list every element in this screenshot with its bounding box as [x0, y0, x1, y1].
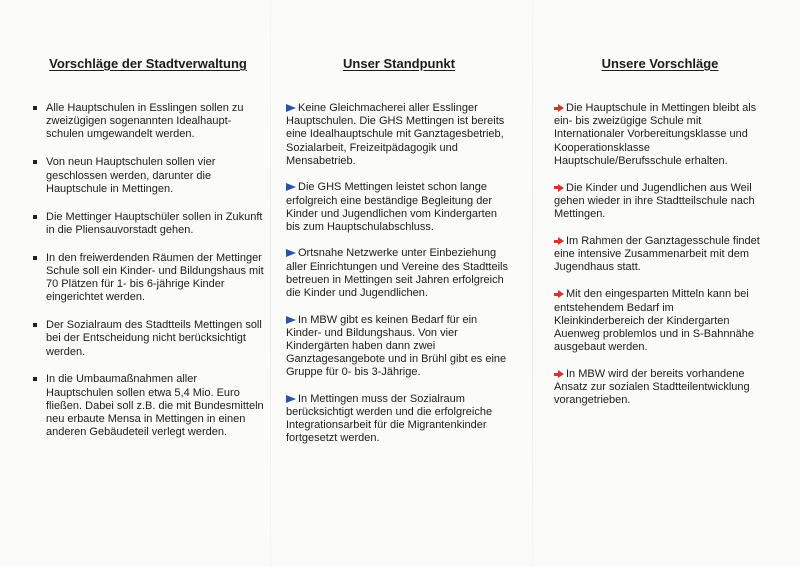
column-heading: Vorschläge der Stadtverwaltung	[49, 56, 247, 71]
item-text: Die GHS Mettingen leistet schon lange erfolgreich eine beständige Begleitung der Kinder und Jugendlichen vom Kindergarten bis zum Hauptschulabschluss.	[286, 181, 497, 233]
list-item	[286, 247, 512, 300]
blue-arrow-icon	[286, 183, 296, 191]
item-text: In Mettingen muss der Sozialraum berücksichtigt werden und die erfolgreiche Integrationsarbeit für die Migrantenkinder fortgesetzt werden.	[286, 392, 493, 445]
item-text: Im Rahmen der Ganztagesschule findet eine intensive Zusammenarbeit mit dem Jugendhaus statt.	[554, 235, 760, 274]
item-text: In MBW wird der bereits vorhandene Ansatz zur sozialen Stadtteilentwicklung vorangetrieben.	[554, 368, 750, 407]
item-text: Die Mettinger Hauptschüler sollen in Zukunft in die Pliensauvorstadt gehen.	[46, 210, 263, 236]
red-arrow-icon	[554, 370, 564, 378]
list-item	[30, 211, 266, 237]
list-item	[30, 156, 266, 196]
fold-line-right	[532, 0, 533, 567]
item-text: Mit den eingesparten Mitteln kann bei entstehendem Bedarf im Kleinkinderbereich der Kindergarten Auenweg problemlos und in S-Bahnnähe ausgebaut werden.	[554, 288, 754, 354]
column-heading: Unser Standpunkt	[343, 56, 455, 71]
square-bullet-icon	[33, 377, 37, 381]
list-item	[554, 182, 766, 222]
red-arrow-icon	[554, 104, 564, 112]
list-item	[30, 252, 266, 305]
item-text: Ortsnahe Netzwerke unter Einbeziehung aller Einrichtungen und Vereine des Stadtteils betreuen in Mettingen seit Jahren erfolgreich die Kinder und Jugendlichen.	[286, 247, 508, 300]
fold-line-left	[270, 0, 271, 567]
blue-arrow-icon	[286, 395, 296, 403]
item-text: Von neun Hauptschulen sollen vier geschlossen werden, darunter die Hauptschule in Mettingen.	[46, 156, 216, 195]
list-item	[286, 393, 512, 446]
item-text: Die Hauptschule in Mettingen bleibt als ein- bis zweizügige Schule mit Internationaler Vorbereitungsklasse und Kooperationsklasse Hauptschule/Berufsschule erhalten.	[554, 102, 757, 167]
item-text: In den freiwerdenden Räumen der Mettinger Schule soll ein Kinder- und Bildungshaus mit 70 Plätzen für 1- bis 6-jährige Kinder eingerichtet werden.	[46, 251, 264, 304]
column-vorschlaege	[554, 56, 766, 421]
column-standpunkt	[286, 56, 512, 459]
column-stadtverwaltung	[30, 56, 266, 454]
square-bullet-icon	[33, 323, 37, 327]
item-text: In MBW gibt es keinen Bedarf für ein Kinder- und Bildungshaus. Von vier Kindergärten haben dann zwei Ganztagesangebote und in Brühl gibt es eine Gruppe für 0- bis 3-Jährige.	[286, 313, 507, 379]
list-item	[30, 319, 266, 359]
item-text: Die Kinder und Jugendlichen aus Weil gehen wieder in ihre Stadtteilschule nach Mettingen.	[554, 181, 755, 221]
red-arrow-icon	[554, 237, 564, 245]
list-item	[286, 181, 512, 234]
square-bullet-icon	[33, 160, 37, 164]
list-item	[554, 102, 766, 168]
square-bullet-icon	[33, 256, 37, 260]
blue-arrow-icon	[286, 249, 296, 257]
proposal-list	[30, 102, 266, 440]
square-bullet-icon	[33, 106, 37, 110]
red-arrow-icon	[554, 290, 564, 298]
list-item	[286, 314, 512, 380]
column-heading: Unsere Vorschläge	[601, 56, 719, 71]
blue-arrow-icon	[286, 104, 296, 112]
list-item	[30, 373, 266, 439]
blue-arrow-icon	[286, 316, 296, 324]
list-item	[30, 102, 266, 142]
item-text: Alle Hauptschulen in Esslingen sollen zu zweizügigen sogenannten Idealhaupt-schulen umgewandelt werden.	[46, 102, 244, 141]
list-item	[554, 235, 766, 275]
item-text: Der Sozialraum des Stadtteils Mettingen soll bei der Entscheidung nicht berücksichtigt werden.	[46, 319, 262, 358]
list-item	[554, 288, 766, 354]
list-item	[286, 102, 512, 168]
item-text: Keine Gleichmacherei aller Esslinger Hauptschulen. Die GHS Mettingen ist bereits eine Idealhauptschule mit Ganztagesbetrieb, Sozialarbeit, Freizeitpädagogik und Mensabetrieb.	[286, 102, 505, 167]
square-bullet-icon	[33, 215, 37, 219]
red-arrow-icon	[554, 184, 564, 192]
item-text: In die Umbaumaßnahmen aller Hauptschulen sollen etwa 5,4 Mio. Euro fließen. Dabei soll z.B. die mit Bundesmitteln neu erbaute Mensa in Mettingen in einen anderen Gebäudeteil verlegt werden.	[46, 373, 264, 439]
list-item	[554, 368, 766, 408]
